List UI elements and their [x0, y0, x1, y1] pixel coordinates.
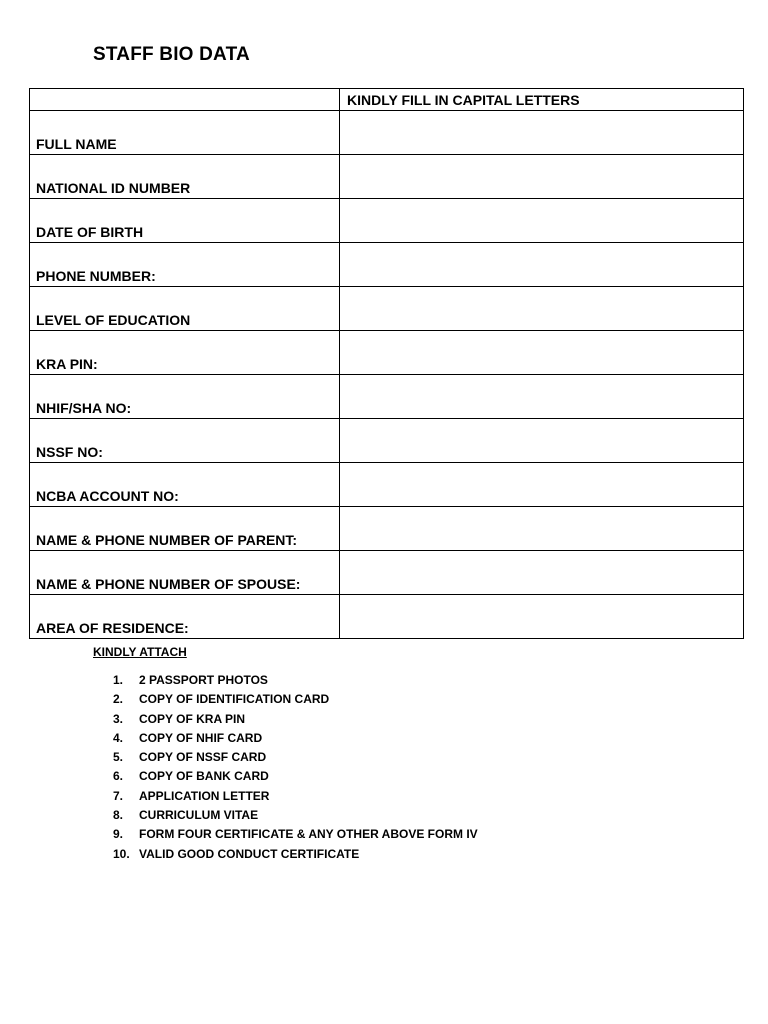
field-row — [30, 199, 744, 243]
field-label: NAME & PHONE NUMBER OF PARENT: — [30, 507, 340, 551]
attach-list-item — [113, 826, 478, 845]
list-item-text: COPY OF NSSF CARD — [139, 750, 267, 765]
list-item-number: 5. — [113, 750, 124, 765]
page-title: STAFF BIO DATA — [93, 44, 250, 65]
attach-list-item — [113, 749, 478, 768]
field-row — [30, 551, 744, 595]
list-item-number: 2. — [113, 692, 124, 707]
list-item-text: CURRICULUM VITAE — [139, 808, 259, 823]
field-label: NSSF NO: — [30, 419, 340, 463]
table-header-row — [30, 89, 744, 111]
list-item-text: VALID GOOD CONDUCT CERTIFICATE — [139, 846, 360, 861]
field-input-cell[interactable] — [340, 551, 744, 595]
field-row — [30, 507, 744, 551]
field-row — [30, 243, 744, 287]
header-empty-cell — [30, 89, 340, 111]
list-item-text: APPLICATION LETTER — [139, 788, 270, 803]
field-row — [30, 111, 744, 155]
list-item-number: 8. — [113, 808, 124, 823]
list-item-number: 1. — [113, 673, 124, 687]
list-item-text: COPY OF BANK CARD — [139, 769, 269, 784]
field-label: LEVEL OF EDUCATION — [30, 287, 340, 331]
list-item-text: 2 PASSPORT PHOTOS — [139, 673, 268, 687]
attach-list-item — [113, 807, 478, 826]
field-input-cell[interactable] — [340, 199, 744, 243]
field-row — [30, 375, 744, 419]
list-item-number: 4. — [113, 730, 124, 745]
field-row — [30, 419, 744, 463]
list-item-text: COPY OF IDENTIFICATION CARD — [139, 692, 330, 707]
field-row — [30, 331, 744, 375]
field-input-cell[interactable] — [340, 595, 744, 639]
attach-list-item — [113, 788, 478, 807]
attach-list-item — [113, 711, 478, 730]
field-label: NAME & PHONE NUMBER OF SPOUSE: — [30, 551, 340, 595]
field-row — [30, 155, 744, 199]
field-label: AREA OF RESIDENCE: — [30, 595, 340, 639]
field-input-cell[interactable] — [340, 287, 744, 331]
field-label: NHIF/SHA NO: — [30, 375, 340, 419]
list-item-text: COPY OF NHIF CARD — [139, 730, 263, 745]
attach-list-item — [113, 768, 478, 787]
attach-list-item — [113, 672, 478, 691]
list-item-number: 7. — [113, 788, 124, 803]
field-input-cell[interactable] — [340, 243, 744, 287]
field-label: NATIONAL ID NUMBER — [30, 155, 340, 199]
attach-list — [113, 672, 478, 865]
list-item-number: 6. — [113, 769, 124, 784]
field-label: KRA PIN: — [30, 331, 340, 375]
fill-instruction: KINDLY FILL IN CAPITAL LETTERS — [340, 89, 744, 111]
attach-list-item — [113, 846, 478, 865]
field-input-cell[interactable] — [340, 331, 744, 375]
field-row — [30, 287, 744, 331]
field-input-cell[interactable] — [340, 375, 744, 419]
field-input-cell[interactable] — [340, 419, 744, 463]
attach-heading: KINDLY ATTACH — [93, 645, 187, 659]
field-row — [30, 463, 744, 507]
field-label: NCBA ACCOUNT NO: — [30, 463, 340, 507]
field-label: DATE OF BIRTH — [30, 199, 340, 243]
list-item-number: 3. — [113, 711, 124, 726]
field-input-cell[interactable] — [340, 507, 744, 551]
field-input-cell[interactable] — [340, 463, 744, 507]
field-row — [30, 595, 744, 639]
list-item-text: COPY OF KRA PIN — [139, 711, 246, 726]
field-input-cell[interactable] — [340, 155, 744, 199]
attach-list-item — [113, 730, 478, 749]
bio-data-table — [29, 88, 744, 639]
field-label: PHONE NUMBER: — [30, 243, 340, 287]
field-label: FULL NAME — [30, 111, 340, 155]
list-item-text: FORM FOUR CERTIFICATE & ANY OTHER ABOVE FORM IV — [139, 827, 478, 842]
list-item-number: 9. — [113, 827, 124, 842]
field-input-cell[interactable] — [340, 111, 744, 155]
attach-list-item — [113, 691, 478, 710]
list-item-number: 10. — [113, 846, 130, 861]
